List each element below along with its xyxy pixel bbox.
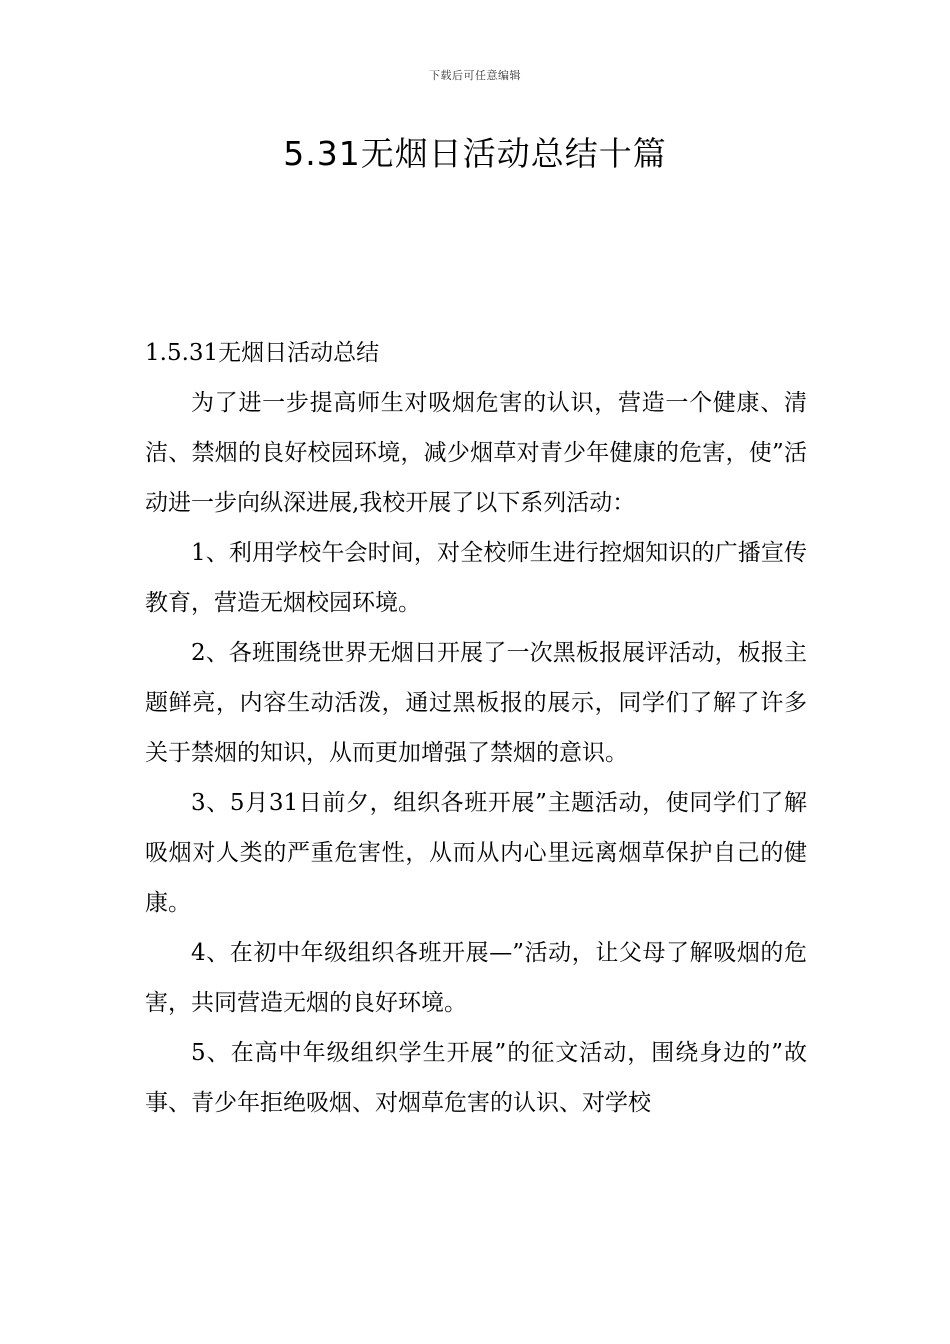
paragraph-item-1: 1、利用学校午会时间，对全校师生进行控烟知识的广播宣传教育，营造无烟校园环境。 bbox=[145, 540, 807, 616]
document-title: 5.31无烟日活动总结十篇 bbox=[283, 134, 667, 173]
paragraph-item-2: 2、各班围绕世界无烟日开展了一次黑板报展评活动，板报主题鲜亮，内容生动活泼，通过黑板报的展示，同学们了解了许多关于禁烟的知识，从而更加增强了禁烟的意识。 bbox=[145, 640, 807, 766]
paragraph-item-3: 3、5月31日前夕，组织各班开展”主题活动，使同学们了解吸烟对人类的严重危害性，从而从内心里远离烟草保护自己的健康。 bbox=[145, 790, 807, 916]
paragraph-item-5: 5、在高中年级组织学生开展”的征文活动，围绕身边的”故事、青少年拒绝吸烟、对烟草危害的认识、对学校 bbox=[145, 1040, 807, 1116]
paragraph-intro: 为了进一步提高师生对吸烟危害的认识，营造一个健康、清洁、禁烟的良好校园环境，减少烟草对青少年健康的危害，使”活动进一步向纵深进展,我校开展了以下系列活动： bbox=[145, 390, 807, 516]
header-note: 下载后可任意编辑 bbox=[429, 69, 521, 82]
paragraph-item-4: 4、在初中年级组织各班开展—”活动，让父母了解吸烟的危害，共同营造无烟的良好环境。 bbox=[145, 940, 807, 1016]
section-heading: 1.5.31无烟日活动总结 bbox=[145, 340, 380, 366]
document-body bbox=[145, 328, 807, 1128]
